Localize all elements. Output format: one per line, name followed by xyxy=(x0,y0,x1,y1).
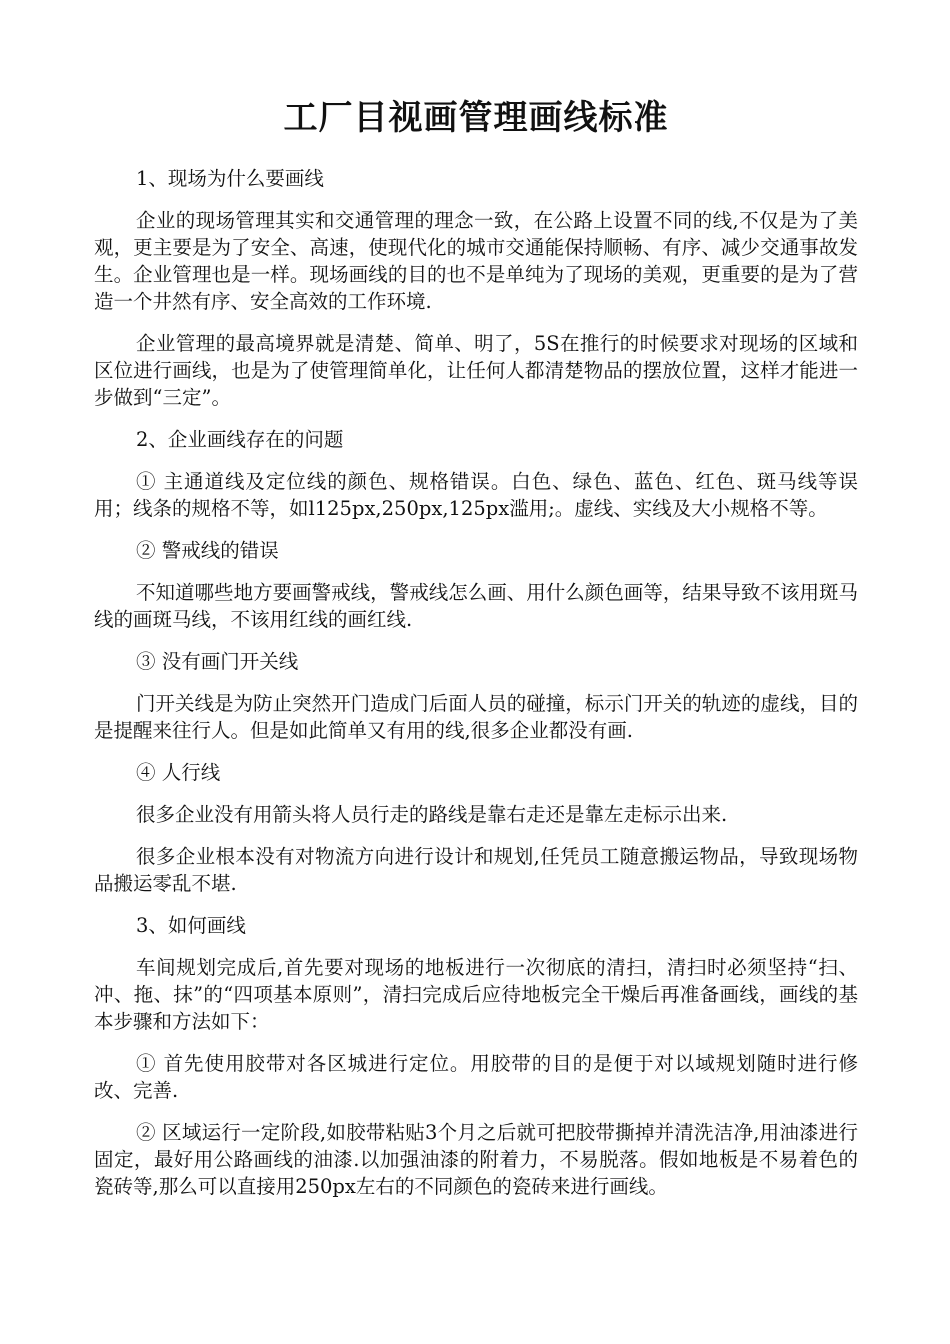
section-heading: 3、如何画线 xyxy=(136,913,246,937)
paragraph: 很多企业根本没有对物流方向进行设计和规划,任凭员工随意搬运物品，导致现场物品搬运零乱不堪. xyxy=(94,844,858,895)
paragraph: ① 首先使用胶带对各区城进行定位。用胶带的目的是便于对以域规划随时进行修改、完善. xyxy=(94,1051,858,1102)
paragraph: 不知道哪些地方要画警戒线，警戒线怎么画、用什么颜色画等，结果导致不该用斑马线的画斑马线，不该用红线的画红线. xyxy=(94,580,858,631)
paragraph: 企业管理的最高境界就是清楚、简单、明了，5S在推行的时候要求对现场的区域和区位进行画线，也是为了使管理简单化，让任何人都清楚物品的摆放位置，这样才能进一步做到“三定”。 xyxy=(94,331,858,409)
section-heading: 1、现场为什么要画线 xyxy=(136,166,324,190)
paragraph: 很多企业没有用箭头将人员行走的路线是靠右走还是靠左走标示出来. xyxy=(136,802,728,826)
section-heading: 2、企业画线存在的问题 xyxy=(136,427,344,451)
page-title: 工厂目视画管理画线标准 xyxy=(283,98,669,138)
subsection-heading: ④ 人行线 xyxy=(136,760,221,784)
subsection-heading: ② 警戒线的错误 xyxy=(136,538,279,562)
subsection-heading: ③ 没有画门开关线 xyxy=(136,649,299,673)
paragraph: 门开关线是为防止突然开门造成门后面人员的碰撞，标示门开关的轨迹的虚线，目的是提醒来往行人。但是如此简单又有用的线,很多企业都没有画. xyxy=(94,691,858,742)
paragraph: ② 区域运行一定阶段,如胶带粘贴3个月之后就可把胶带撕掉并清洗洁净,用油漆进行固定，最好用公路画线的油漆.以加强油漆的附着力，不易脱落。假如地板是不易着色的瓷砖等,那么可以直接用250px左右的不同颜色的瓷砖来进行画线。 xyxy=(94,1120,858,1198)
paragraph: 企业的现场管理其实和交通管理的理念一致，在公路上设置不同的线,不仅是为了美观，更主要是为了安全、高速，使现代化的城市交通能保持顺畅、有序、减少交通事故发生。企业管理也是一样。现场画线的目的也不是单纯为了现场的美观，更重要的是为了营造一个井然有序、安全高效的工作环境. xyxy=(94,208,858,313)
paragraph: ① 主通道线及定位线的颜色、规格错误。白色、绿色、蓝色、红色、斑马线等误用；线条的规格不等，如l125px,250px,125px滥用;。虚线、实线及大小规格不等。 xyxy=(94,469,858,520)
paragraph: 车间规划完成后,首先要对现场的地板进行一次彻底的清扫，清扫时必须坚持“扫、冲、拖、抹”的“四项基本原则”，清扫完成后应待地板完全干燥后再准备画线，画线的基本步骤和方法如下： xyxy=(94,955,858,1033)
